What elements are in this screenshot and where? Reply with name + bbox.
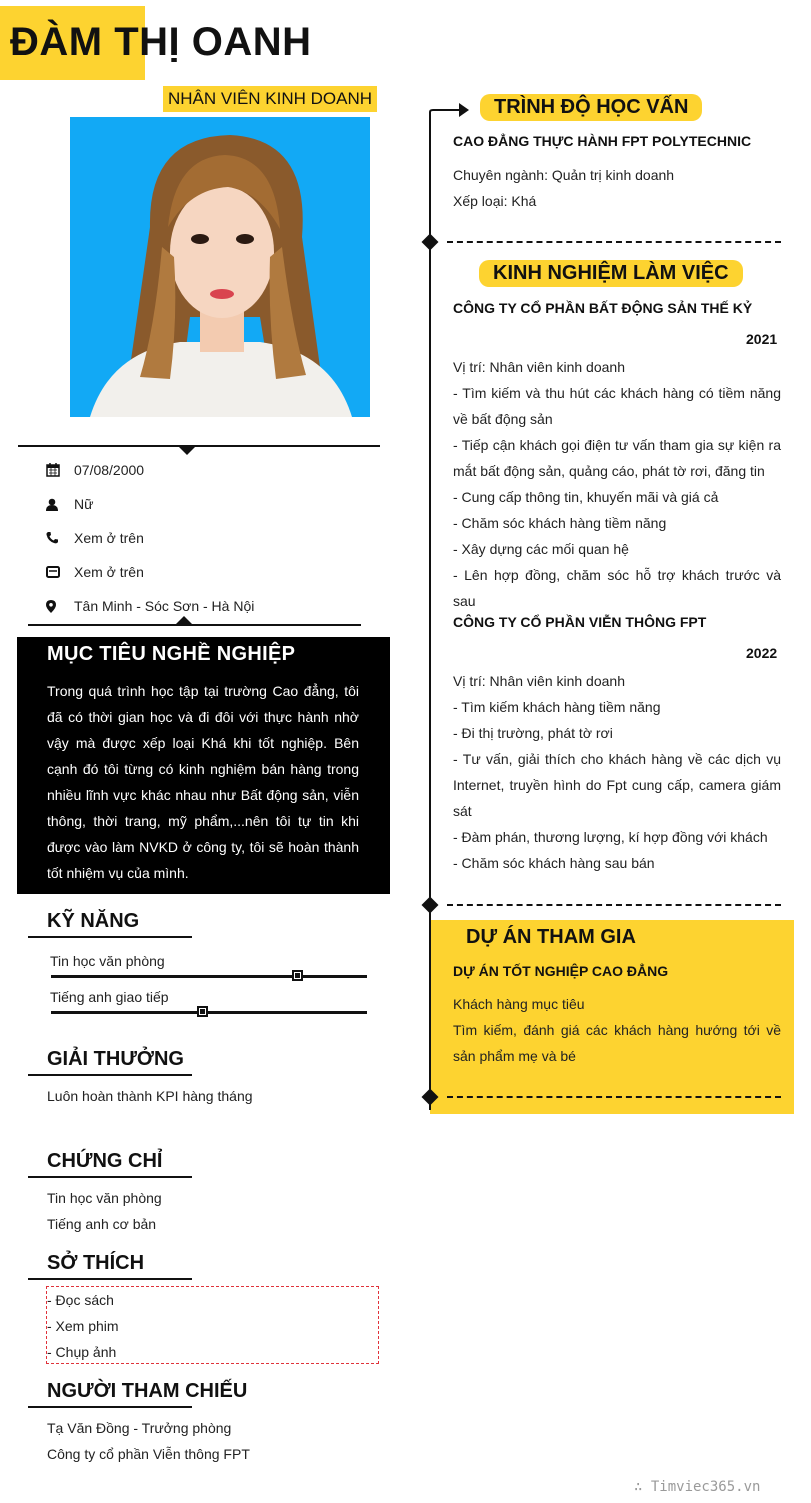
job-details: Vị trí: Nhân viên kinh doanh - Tìm kiếm và thu hút các khách hàng có tiềm năng về bất động sản - Tiếp cận khách gọi điện tư vấn tham gia sự kiện ra mắt bất động sản, quảng cáo, phát tờ rơi, đăng tin - Cung cấp thông tin, khuyến mãi và giá cả - Chăm sóc khách hàng tiềm năng - Xây dựng các mối quan hệ - Lên hợp đồng, chăm sóc hỗ trợ khách trước và sau [453, 359, 781, 609]
info-phone [46, 526, 144, 550]
map-pin-icon [46, 600, 74, 613]
skills-title: KỸ NĂNG [47, 910, 140, 932]
project-name: DỰ ÁN TỐT NGHIỆP CAO ĐẲNG [453, 963, 669, 979]
job-company: CÔNG TY CỔ PHẦN VIỄN THÔNG FPT [453, 614, 707, 630]
objective-text: Trong quá trình học tập tại trường Cao đẳng, tôi đã có thời gian học và đi đôi với thực hành nhờ vậy mà được xếp loại Khá khi tốt nghiệp. Bên cạnh đó tôi từng có kinh nghiệm bán hàng trong nhiều lĩnh vực khác nhau như Bất động sản, viễn thông, thời trang, mỹ phẩm,...nên tôi tự tin khi được vào làm NVKD ở công ty, tôi sẽ hoàn thành tốt nhiệm vụ của mình. [47, 683, 359, 881]
hobby-item: - Xem phim [47, 1318, 119, 1334]
skill-name: Tin học văn phòng [50, 953, 165, 969]
timeline-line [429, 118, 431, 1110]
divider [18, 445, 380, 447]
timeline-arrow-icon [429, 100, 473, 122]
certificate-item: Tiếng anh cơ bản [47, 1216, 157, 1232]
job-year: 2022 [746, 645, 778, 661]
timeline-node [422, 234, 439, 251]
info-birthdate [46, 458, 144, 482]
project-details: Khách hàng mục tiêu Tìm kiếm, đánh giá các khách hàng hướng tới về sản phẩm mẹ và bé [453, 996, 781, 1064]
objective-section [17, 637, 390, 894]
section-underline [28, 936, 192, 938]
section-underline [28, 1406, 192, 1408]
reference-item: Tạ Văn Đồng - Trưởng phòng [47, 1420, 232, 1436]
section-underline [28, 1278, 192, 1280]
education-school: CAO ĐẲNG THỰC HÀNH FPT POLYTECHNIC [453, 133, 752, 149]
education-major: Chuyên ngành: Quản trị kinh doanh [453, 167, 675, 183]
hobby-item: - Đọc sách [47, 1292, 114, 1308]
divider-arrow [179, 447, 195, 455]
section-underline [28, 1074, 192, 1076]
section-divider [447, 904, 781, 906]
section-divider [447, 241, 781, 243]
info-value: Xem ở trên [74, 564, 144, 580]
calendar-icon [46, 463, 74, 477]
education-grade: Xếp loại: Khá [453, 193, 537, 209]
info-value: Tân Minh - Sóc Sơn - Hà Nội [74, 598, 255, 614]
info-email [46, 560, 144, 584]
skill-name: Tiếng anh giao tiếp [50, 989, 169, 1005]
experience-title: KINH NGHIỆM LÀM VIỆC [479, 260, 743, 287]
info-address [46, 594, 254, 618]
user-icon [46, 498, 74, 511]
phone-icon [46, 532, 74, 544]
email-icon [46, 566, 74, 578]
job-details: Vị trí: Nhân viên kinh doanh - Tìm kiếm khách hàng tiềm năng - Đi thị trường, phát tờ rơi - Tư vấn, giải thích cho khách hàng về các dịch vụ Internet, truyền hình do Fpt cung cấp, camera giám sát - Đàm phán, thương lượng, kí hợp đồng với khách - Chăm sóc khách hàng sau bán [453, 673, 781, 871]
hobby-item: - Chụp ảnh [47, 1344, 117, 1360]
awards-title: GIẢI THƯỞNG [47, 1048, 184, 1070]
projects-title: DỰ ÁN THAM GIA [466, 926, 636, 948]
job-company: CÔNG TY CỔ PHẦN BẤT ĐỘNG SẢN THẾ KỶ [453, 300, 753, 316]
info-gender [46, 492, 93, 516]
job-title: NHÂN VIÊN KINH DOANH [163, 86, 377, 112]
job-year: 2021 [746, 331, 778, 347]
divider [28, 624, 361, 626]
references-title: NGƯỜI THAM CHIẾU [47, 1380, 248, 1402]
objective-title: MỤC TIÊU NGHỀ NGHIỆP [47, 643, 296, 665]
info-value: Xem ở trên [74, 530, 144, 546]
profile-photo [70, 117, 370, 417]
skill-level-marker [197, 1006, 208, 1017]
candidate-name: ĐÀM THỊ OANH [10, 20, 312, 64]
hobbies-title: SỞ THÍCH [47, 1252, 145, 1274]
award-item: Luôn hoàn thành KPI hàng tháng [47, 1088, 253, 1104]
reference-item: Công ty cổ phần Viễn thông FPT [47, 1446, 250, 1462]
section-divider [447, 1096, 781, 1098]
skill-level-marker [292, 970, 303, 981]
timeline-node [422, 897, 439, 914]
info-value: 07/08/2000 [74, 462, 145, 478]
section-underline [28, 1176, 192, 1178]
skill-bar [51, 1011, 367, 1014]
certificate-item: Tin học văn phòng [47, 1190, 162, 1206]
education-title: TRÌNH ĐỘ HỌC VẤN [480, 94, 702, 121]
divider-arrow [176, 616, 192, 624]
watermark: ∴ Timviec365.vn [634, 1479, 761, 1495]
certificates-title: CHỨNG CHỈ [47, 1150, 163, 1172]
info-value: Nữ [74, 496, 94, 512]
skill-bar [51, 975, 367, 978]
